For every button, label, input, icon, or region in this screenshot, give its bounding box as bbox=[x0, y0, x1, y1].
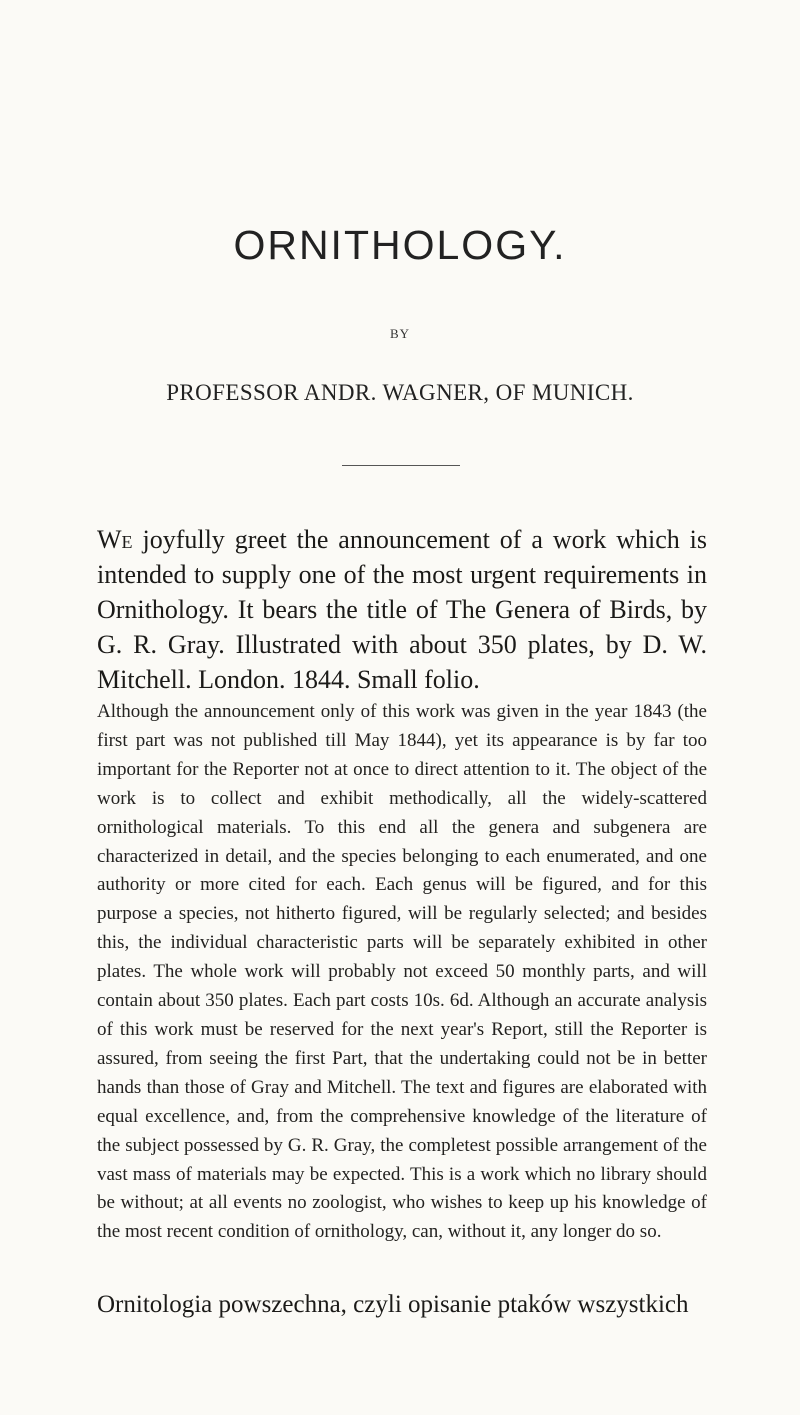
lead-first-word: We bbox=[97, 525, 133, 554]
body-paragraph: Although the announcement only of this work was given in the year 1843 (the first part was not published till May 1844), yet its appearance is by far too important for the Reporter not at once to direct attention to it. The object of the work is to collect and exhibit methodically, all the widely-scattered ornithological materials. To this end all the genera and subgenera are characterized in detail, and the species belonging to each enumerated, and one authority or more cited for each. Each genus will be figured, and for this purpose a species, not hitherto figured, will be regularly selected; and besides this, the individual characteristic parts will be separately exhibited in other plates. The whole work will probably not exceed 50 monthly parts, and will contain about 350 plates. Each part costs 10s. 6d. Although an accurate analysis of this work must be reserved for the next year's Report, still the Reporter is assured, from seeing the first Part, that the undertaking could not be in better hands than those of Gray and Mitchell. The text and figures are elaborated with equal excellence, and, from the comprehensive knowledge of the literature of the subject possessed by G. R. Gray, the completest possible arrangement of the vast mass of materials may be expected. This is a work which no library should be without; at all events no zoologist, who wishes to keep up his knowledge of the most recent condition of ornithology, can, without it, any longer do so. bbox=[97, 701, 707, 1243]
lead-paragraph bbox=[97, 522, 707, 697]
author-line: PROFESSOR ANDR. WAGNER, OF MUNICH. bbox=[166, 380, 634, 405]
section-divider bbox=[342, 465, 460, 466]
byline: BY bbox=[389, 326, 411, 341]
next-entry-heading: Ornitologia powszechna, czyli opisanie ptaków wszystkich bbox=[97, 1291, 689, 1318]
page-title: ORNITHOLOGY. bbox=[233, 222, 567, 268]
lead-text: joyfully greet the announcement of a work which is intended to supply one of the most urgent requirements in Ornithology. It bears the title of The Genera of Birds, by G. R. Gray. Illustrated with about 350 plates, by D. W. Mitchell. London. 1844. Small folio. bbox=[97, 525, 707, 694]
